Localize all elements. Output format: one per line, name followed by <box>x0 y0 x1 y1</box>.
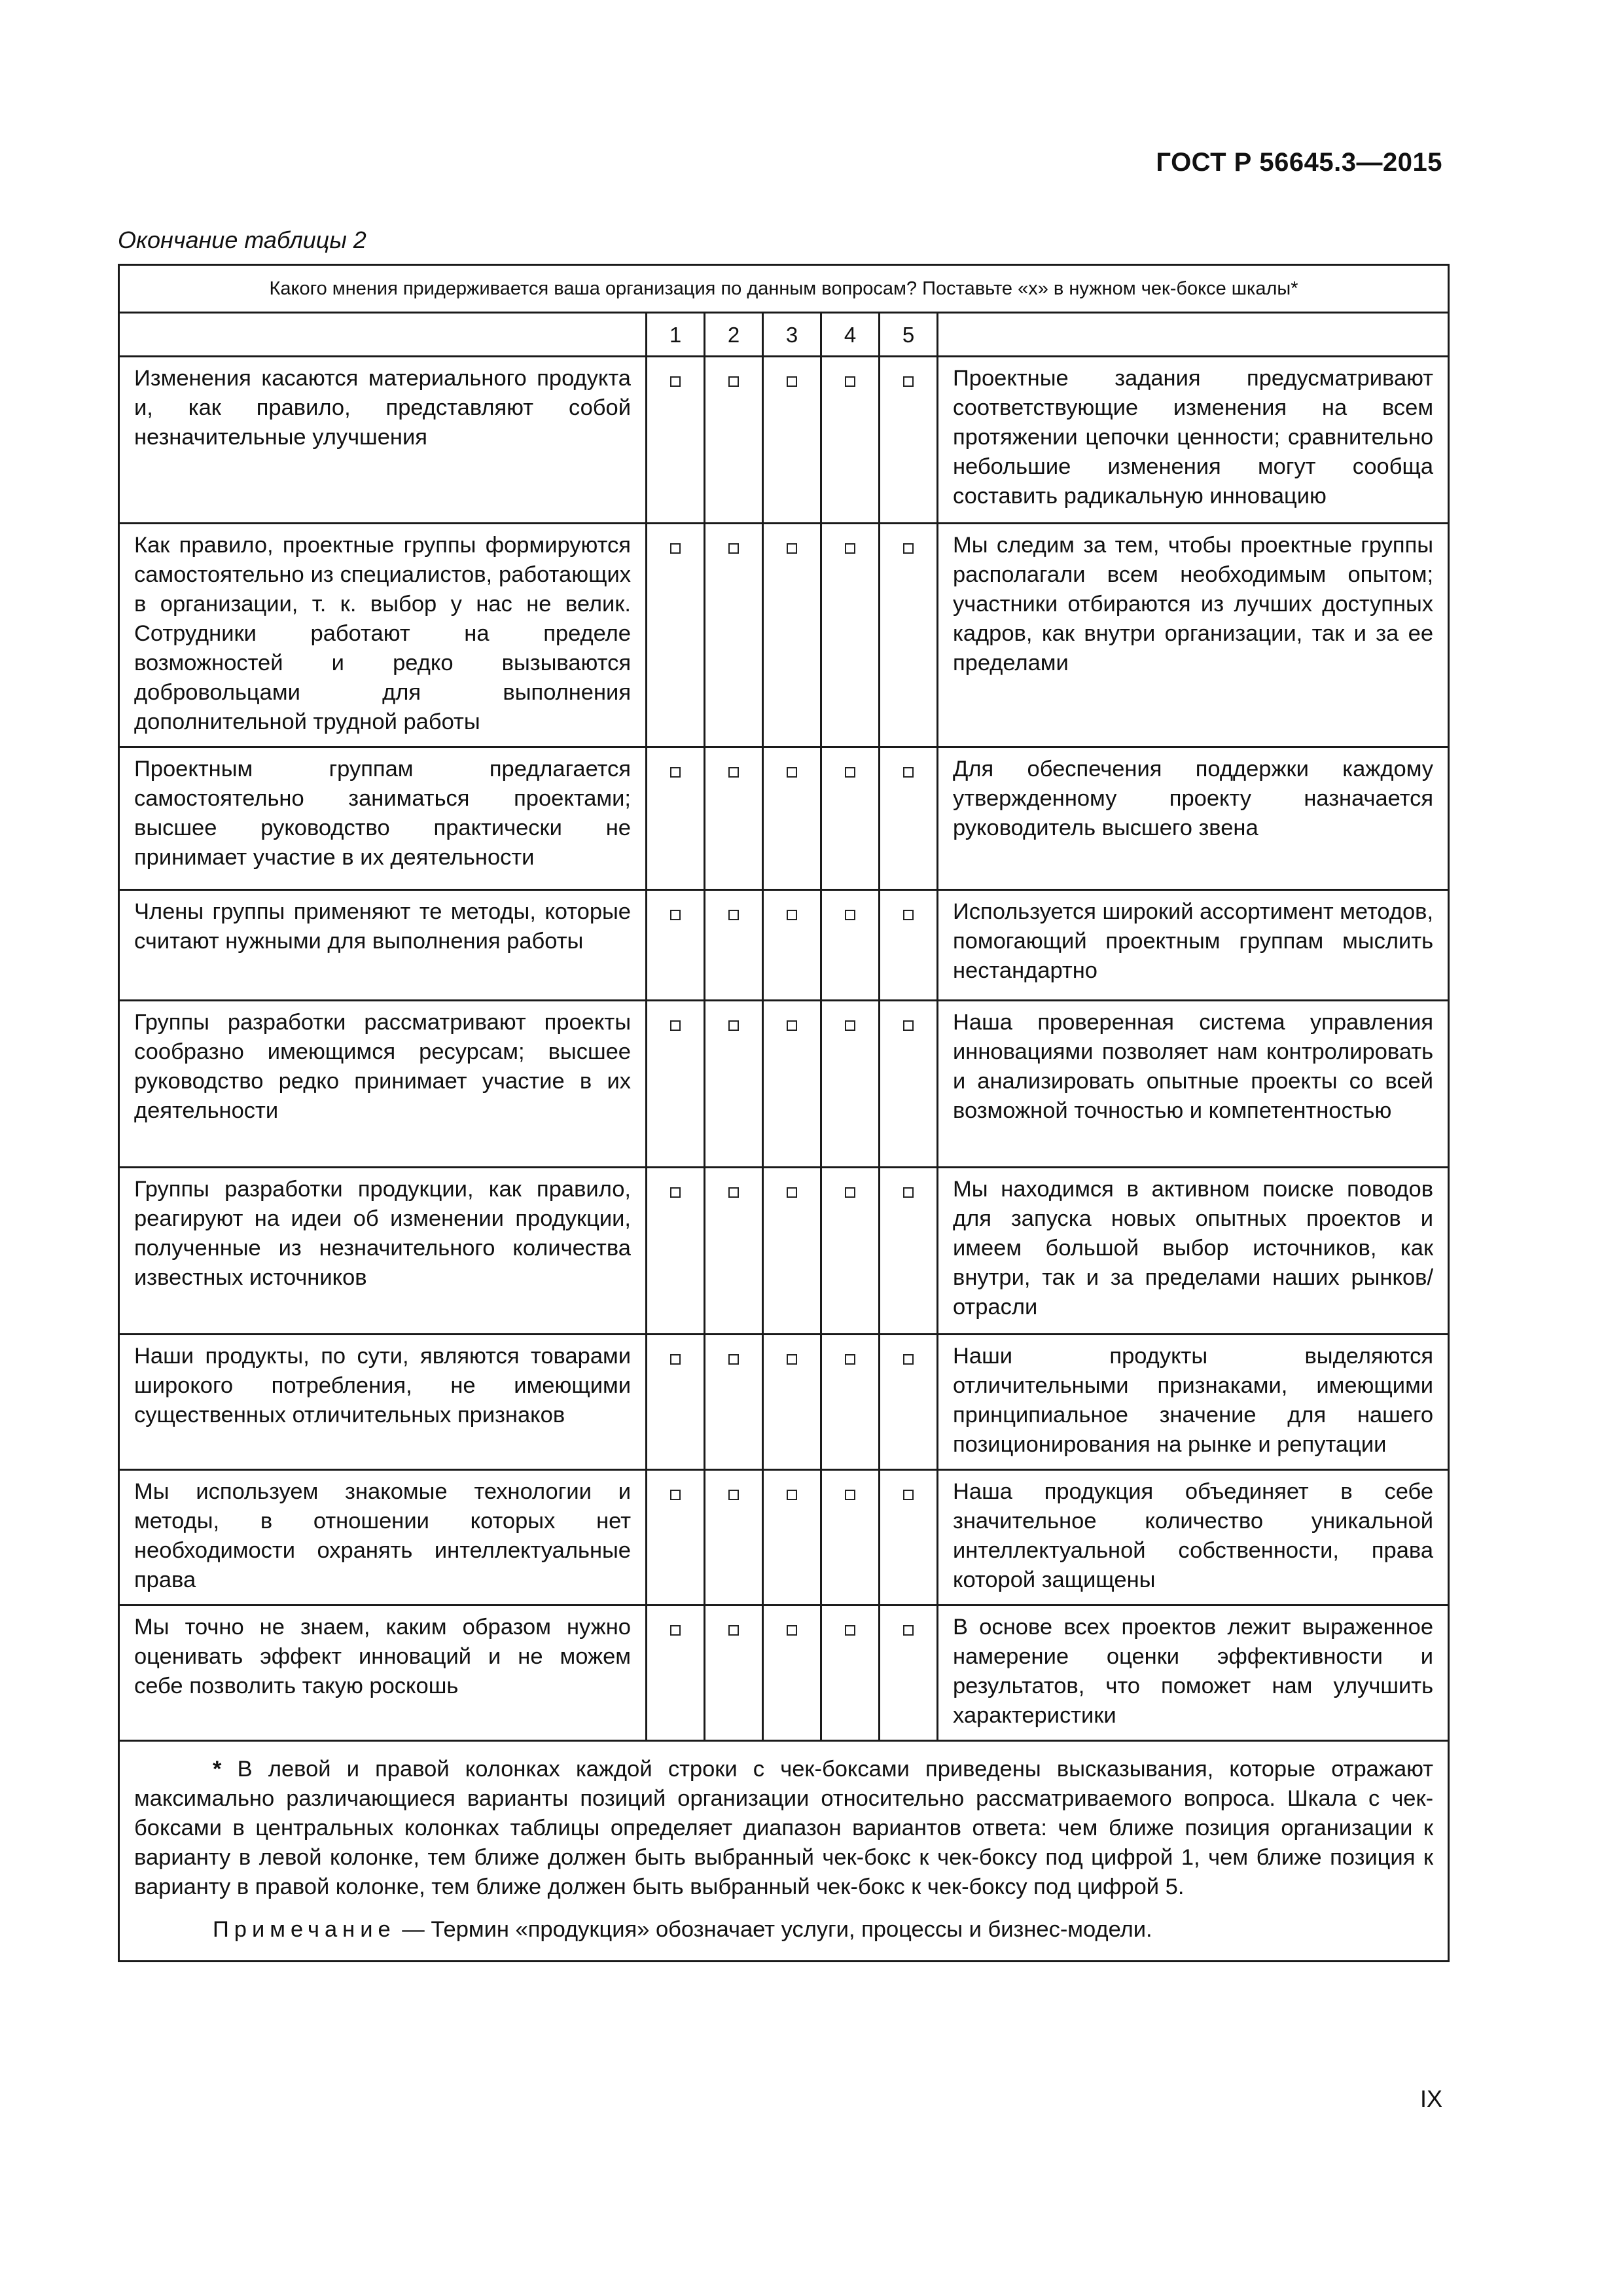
right-statement: Для обеспечения поддержки каждому утвержденному проекту назначается руководитель высшего звена <box>938 747 1449 890</box>
checkbox-3[interactable] <box>787 1490 797 1500</box>
checkbox-5[interactable] <box>903 1354 914 1365</box>
scale-cell-4 <box>821 1335 880 1470</box>
scale-cell-2 <box>705 1001 763 1168</box>
scale-cell-5 <box>880 890 938 1001</box>
scale-cell-5 <box>880 1335 938 1470</box>
scale-cell-2 <box>705 1168 763 1335</box>
scale-cell-5 <box>880 524 938 747</box>
checkbox-1[interactable] <box>670 1354 681 1365</box>
scale-number: 2 <box>705 313 763 357</box>
statement-row <box>119 524 1449 747</box>
right-statement: Мы находимся в активном поиске поводов для запуска новых опытных проектов и имеем большой выбор источников, как внутри, так и за пределами наших рынков/отрасли <box>938 1168 1449 1335</box>
checkbox-5[interactable] <box>903 543 914 554</box>
scale-cell-2 <box>705 890 763 1001</box>
scale-cell-2 <box>705 1605 763 1741</box>
scale-cell-4 <box>821 747 880 890</box>
scale-cell-1 <box>647 747 705 890</box>
checkbox-2[interactable] <box>728 910 739 920</box>
scale-cell-3 <box>763 1335 821 1470</box>
right-statement: В основе всех проектов лежит выраженное намерение оценки эффективности и результатов, что поможет нам улучшить характеристики <box>938 1605 1449 1741</box>
document-id: ГОСТ Р 56645.3—2015 <box>1156 148 1442 177</box>
statement-row <box>119 747 1449 890</box>
scale-number: 1 <box>647 313 705 357</box>
statement-row <box>119 1470 1449 1605</box>
checkbox-4[interactable] <box>845 1354 855 1365</box>
left-statement: Проектным группам предлагается самостоятельно заниматься проектами; высшее руководство практически не принимает участие в их деятельности <box>119 747 647 890</box>
left-statement: Как правило, проектные группы формируются самостоятельно из специалистов, работающих в организации, т. к. выбор у нас не велик. Сотрудники работают на пределе возможностей и редко вызываются добровольцами для выполнения дополнительной трудной работы <box>119 524 647 747</box>
checkbox-4[interactable] <box>845 1187 855 1198</box>
statement-row <box>119 1605 1449 1741</box>
left-statement: Группы разработки рассматривают проекты сообразно имеющимся ресурсам; высшее руководство редко принимает участие в их деятельности <box>119 1001 647 1168</box>
checkbox-4[interactable] <box>845 910 855 920</box>
scale-cell-5 <box>880 1001 938 1168</box>
scale-cell-5 <box>880 1168 938 1335</box>
right-statement: Мы следим за тем, чтобы проектные группы располагали всем необходимым опытом; участники отбираются из лучших доступных кадров, как внутри организации, так и за ее пределами <box>938 524 1449 747</box>
scale-cell-3 <box>763 1001 821 1168</box>
checkbox-3[interactable] <box>787 376 797 387</box>
checkbox-2[interactable] <box>728 376 739 387</box>
scale-cell-3 <box>763 1605 821 1741</box>
page-number: IX <box>1419 2085 1442 2112</box>
checkbox-3[interactable] <box>787 543 797 554</box>
checkbox-2[interactable] <box>728 767 739 778</box>
right-statement: Проектные задания предусматривают соответствующие изменения на всем протяжении цепочки ценности; сравнительно небольшие изменения могут сообща составить радикальную инновацию <box>938 357 1449 524</box>
left-statement: Изменения касаются материального продукта и, как правило, представляют собой незначительные улучшения <box>119 357 647 524</box>
checkbox-1[interactable] <box>670 1490 681 1500</box>
right-statement: Наша продукция объединяет в себе значительное количество уникальной интеллектуальной собственности, права которой защищены <box>938 1470 1449 1605</box>
scale-cell-5 <box>880 1470 938 1605</box>
right-statement: Наша проверенная система управления инновациями позволяет нам контролировать и анализировать опытные проекты со всей возможной точностью и компетентностью <box>938 1001 1449 1168</box>
right-statement: Наши продукты выделяются отличительными признаками, имеющими принципиальное значение для нашего позиционирования на рынке и репутации <box>938 1335 1449 1470</box>
checkbox-4[interactable] <box>845 543 855 554</box>
scale-cell-5 <box>880 357 938 524</box>
scale-cell-3 <box>763 1470 821 1605</box>
checkbox-4[interactable] <box>845 1490 855 1500</box>
question-header: Какого мнения придерживается ваша организация по данным вопросам? Поставьте «х» в нужном чек-боксе шкалы* <box>119 265 1449 313</box>
checkbox-1[interactable] <box>670 543 681 554</box>
checkbox-2[interactable] <box>728 1354 739 1365</box>
scale-cell-4 <box>821 1605 880 1741</box>
footnote-row <box>119 1741 1449 1962</box>
checkbox-3[interactable] <box>787 1625 797 1636</box>
checkbox-5[interactable] <box>903 1625 914 1636</box>
checkbox-2[interactable] <box>728 1625 739 1636</box>
checkbox-4[interactable] <box>845 1625 855 1636</box>
checkbox-1[interactable] <box>670 1020 681 1031</box>
scale-cell-2 <box>705 747 763 890</box>
scale-cell-5 <box>880 747 938 890</box>
statement-row <box>119 890 1449 1001</box>
checkbox-1[interactable] <box>670 767 681 778</box>
checkbox-2[interactable] <box>728 1020 739 1031</box>
statement-row <box>119 1001 1449 1168</box>
note-text: — Термин «продукция» обозначает услуги, процессы и бизнес-модели. <box>402 1917 1152 1942</box>
scale-cell-4 <box>821 890 880 1001</box>
left-statement: Члены группы применяют те методы, которые считают нужными для выполнения работы <box>119 890 647 1001</box>
left-statement: Группы разработки продукции, как правило, реагируют на идеи об изменении продукции, полученные из незначительного количества известных источников <box>119 1168 647 1335</box>
scale-left-blank <box>119 313 647 357</box>
scale-cell-1 <box>647 357 705 524</box>
statement-row <box>119 1335 1449 1470</box>
scale-right-blank <box>938 313 1449 357</box>
checkbox-3[interactable] <box>787 767 797 778</box>
scale-cell-3 <box>763 890 821 1001</box>
checkbox-3[interactable] <box>787 1020 797 1031</box>
checkbox-4[interactable] <box>845 767 855 778</box>
checkbox-5[interactable] <box>903 1187 914 1198</box>
scale-number: 4 <box>821 313 880 357</box>
scale-cell-2 <box>705 1470 763 1605</box>
scale-cell-1 <box>647 1470 705 1605</box>
scale-cell-1 <box>647 890 705 1001</box>
scale-cell-2 <box>705 1335 763 1470</box>
checkbox-5[interactable] <box>903 1490 914 1500</box>
checkbox-3[interactable] <box>787 1354 797 1365</box>
checkbox-5[interactable] <box>903 767 914 778</box>
question-row <box>119 265 1449 313</box>
scale-cell-1 <box>647 1605 705 1741</box>
scale-cell-1 <box>647 524 705 747</box>
scale-cell-4 <box>821 1168 880 1335</box>
footnote-paragraph <box>134 1755 1433 1902</box>
scale-cell-4 <box>821 1470 880 1605</box>
scale-numbers-row <box>119 313 1449 357</box>
left-statement: Мы точно не знаем, каким образом нужно оценивать эффект инноваций и не можем себе позволить такую роскошь <box>119 1605 647 1741</box>
checkbox-2[interactable] <box>728 543 739 554</box>
footnote-text: В левой и правой колонках каждой строки с чек-боксами приведены высказывания, которые отражают максимально различающиеся варианты позиций организации относительно рассматриваемого вопроса. Шкала с чек-боксами в центральных колонках таблицы определяет диапазон вариантов ответа: чем ближе позиция организации к варианту в левой колонке, тем ближе должен быть выбранный чек-бокс к чек-боксу под цифрой 1, чем ближе позиция к варианту в правой колонке, тем ближе должен быть выбранный чек-бокс к чек-боксу под цифрой 5. <box>134 1757 1434 1899</box>
scale-cell-2 <box>705 524 763 747</box>
checkbox-1[interactable] <box>670 1187 681 1198</box>
scale-cell-5 <box>880 1605 938 1741</box>
scale-cell-3 <box>763 1168 821 1335</box>
footnote-cell <box>119 1741 1449 1962</box>
scale-cell-2 <box>705 357 763 524</box>
checkbox-3[interactable] <box>787 1187 797 1198</box>
statement-row <box>119 357 1449 524</box>
checkbox-2[interactable] <box>728 1187 739 1198</box>
assessment-table <box>118 264 1450 1962</box>
checkbox-4[interactable] <box>845 376 855 387</box>
checkbox-1[interactable] <box>670 1625 681 1636</box>
checkbox-5[interactable] <box>903 376 914 387</box>
checkbox-5[interactable] <box>903 910 914 920</box>
note-label: Примечание <box>213 1917 396 1942</box>
checkbox-5[interactable] <box>903 1020 914 1031</box>
checkbox-1[interactable] <box>670 910 681 920</box>
scale-cell-4 <box>821 1001 880 1168</box>
checkbox-4[interactable] <box>845 1020 855 1031</box>
scale-cell-1 <box>647 1001 705 1168</box>
table-caption: Окончание таблицы 2 <box>118 226 366 253</box>
scale-number: 3 <box>763 313 821 357</box>
scale-cell-3 <box>763 747 821 890</box>
scale-cell-4 <box>821 524 880 747</box>
scale-cell-3 <box>763 524 821 747</box>
scale-number: 5 <box>880 313 938 357</box>
right-statement: Используется широкий ассортимент методов, помогающий проектным группам мыслить нестандартно <box>938 890 1449 1001</box>
statement-row <box>119 1168 1449 1335</box>
checkbox-1[interactable] <box>670 376 681 387</box>
scale-cell-3 <box>763 357 821 524</box>
scale-cell-4 <box>821 357 880 524</box>
scale-cell-1 <box>647 1168 705 1335</box>
left-statement: Мы используем знакомые технологии и методы, в отношении которых нет необходимости охранять интеллектуальные права <box>119 1470 647 1605</box>
checkbox-2[interactable] <box>728 1490 739 1500</box>
checkbox-3[interactable] <box>787 910 797 920</box>
left-statement: Наши продукты, по сути, являются товарами широкого потребления, не имеющими существенных отличительных признаков <box>119 1335 647 1470</box>
footnote-star: * <box>213 1757 222 1782</box>
scale-cell-1 <box>647 1335 705 1470</box>
note-paragraph <box>134 1915 1433 1945</box>
